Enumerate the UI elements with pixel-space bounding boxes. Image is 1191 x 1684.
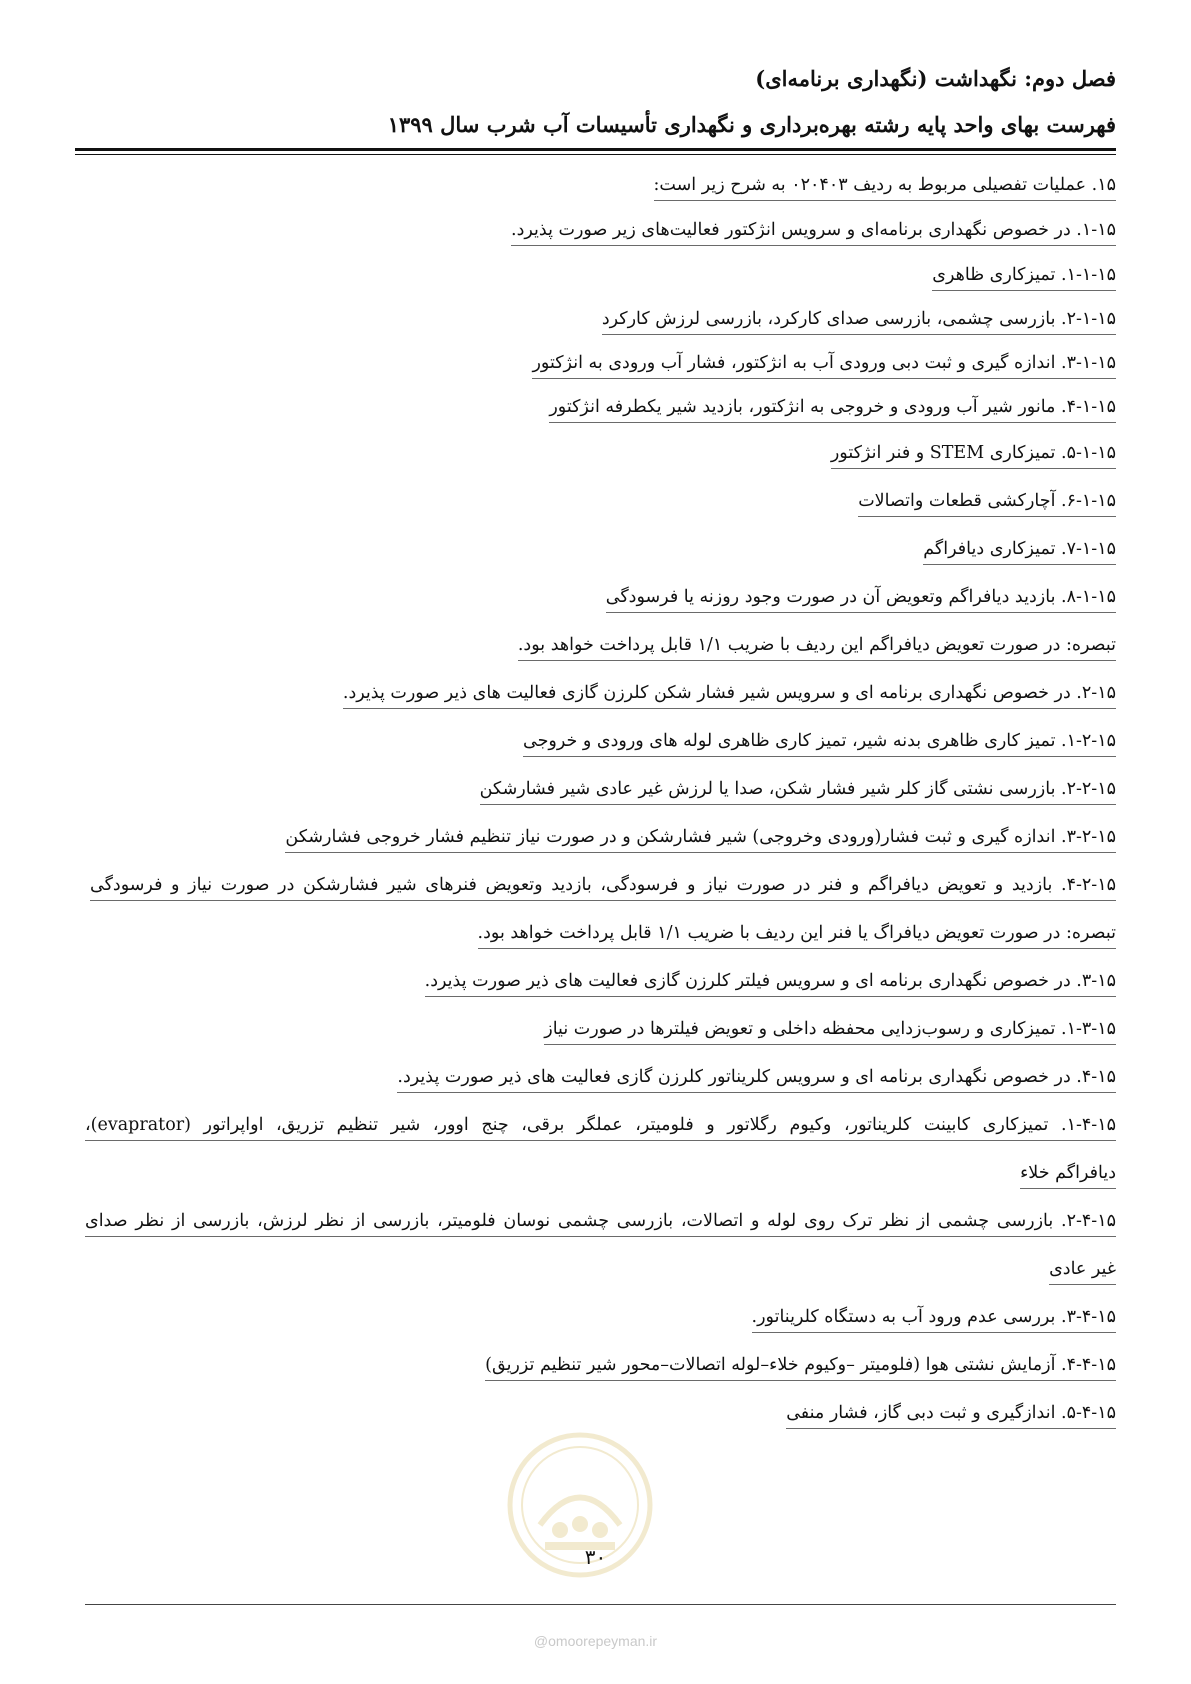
- list-item: ۷-۱-۱۵. تمیزکاری دیافراگم: [923, 536, 1116, 565]
- list-item: ۸-۱-۱۵. بازدید دیافراگم وتعویض آن در صورت وجود روزنه یا فرسودگی: [606, 584, 1116, 613]
- list-item-continuation: غیر عادی: [1049, 1256, 1116, 1285]
- subsection-heading: ۳-۱۵. در خصوص نگهداری برنامه ای و سرویس فیلتر کلرزن گازی فعالیت های ذیر صورت پذیرد.: [425, 968, 1116, 997]
- subsection-heading: ۲-۱۵. در خصوص نگهداری برنامه ای و سرویس شیر فشار شکن کلرزن گازی فعالیت های ذیر صورت پذیرد.: [343, 680, 1116, 709]
- list-item: ۴-۴-۱۵. آزمایش نشتی هوا (فلومیتر –وکیوم خلاء–لوله اتصالات–محور شیر تنظیم تزریق): [485, 1352, 1116, 1381]
- list-item: ۱-۲-۱۵. تمیز کاری ظاهری بدنه شیر، تمیز کاری ظاهری لوله های ورودی و خروجی: [523, 728, 1116, 757]
- list-item: ۳-۲-۱۵. اندازه گیری و ثبت فشار(ورودی وخروجی) شیر فشارشکن و در صورت نیاز تنظیم فشار خروجی فشارشکن: [285, 824, 1116, 853]
- list-item: ۴-۲-۱۵. بازدید و تعویض دیافراگم و فنر در صورت نیاز و فرسودگی، بازدید وتعویض فنرهای شیر فشارشکن در صورت نیاز و فرسودگی: [90, 872, 1116, 901]
- section-intro: ۱۵. عملیات تفصیلی مربوط به ردیف ۰۲۰۴۰۳ به شرح زیر است:: [654, 172, 1116, 201]
- subsection-heading: ۴-۱۵. در خصوص نگهداری برنامه ای و سرویس کلریناتور کلرزن گازی فعالیت های ذیر صورت پذیرد.: [397, 1064, 1116, 1093]
- note: تبصره: در صورت تعویض دیافراگم این ردیف با ضریب ۱/۱ قابل پرداخت خواهد بود.: [518, 632, 1116, 661]
- list-item: ۲-۴-۱۵. بازرسی چشمی از نظر ترک روی لوله و اتصالات، بازرسی چشمی نوسان فلومیتر، بازرسی از نظر لرزش، بازرسی از نظر صدای: [85, 1208, 1116, 1237]
- list-item: ۱-۴-۱۵. تمیزکاری کابینت کلریناتور، وکیوم رگلاتور و فلومیتر، عملگر برقی، چنج اوور، شیر تنظیم تزریق، اواپراتور (evaprator)،: [85, 1112, 1116, 1141]
- list-item: ۵-۴-۱۵. اندازگیری و ثبت دبی گاز، فشار منفی: [786, 1400, 1116, 1429]
- list-item: ۴-۱-۱۵. مانور شیر آب ورودی و خروجی به انژکتور، بازدید شیر یکطرفه انژکتور: [549, 394, 1116, 423]
- note: تبصره: در صورت تعویض دیافراگ یا فنر این ردیف با ضریب ۱/۱ قابل پرداخت خواهد بود.: [478, 920, 1116, 949]
- list-item: ۳-۱-۱۵. اندازه گیری و ثبت دبی ورودی آب به انژکتور، فشار آب ورودی به انژکتور: [532, 350, 1116, 379]
- page-number: ۳۰: [584, 1545, 607, 1569]
- header-rule-thin: [75, 154, 1116, 155]
- subsection-heading: ۱-۱۵. در خصوص نگهداری برنامه‌ای و سرویس انژکتور فعالیت‌های زیر صورت پذیرد.: [511, 217, 1116, 246]
- footer-rule: [85, 1604, 1116, 1605]
- document-title: فهرست بهای واحد پایه رشته بهره‌برداری و نگهداری تأسیسات آب شرب سال ۱۳۹۹: [387, 112, 1116, 137]
- list-item: ۵-۱-۱۵. تمیزکاری STEM و فنر انژکتور: [831, 440, 1116, 469]
- list-item: ۱-۳-۱۵. تمیزکاری و رسوب‌زدایی محفظه داخلی و تعویض فیلترها در صورت نیاز: [544, 1016, 1116, 1045]
- header-rule-thick: [75, 148, 1116, 151]
- list-item: ۲-۱-۱۵. بازرسی چشمی، بازرسی صدای کارکرد، بازرسی لرزش کارکرد: [602, 306, 1116, 335]
- list-item: ۶-۱-۱۵. آچارکشی قطعات واتصالات: [858, 488, 1116, 517]
- list-item: ۲-۲-۱۵. بازرسی نشتی گاز کلر شیر فشار شکن، صدا یا لرزش غیر عادی شیر فشارشکن: [480, 776, 1116, 805]
- source-handle: @omoorepeyman.ir: [533, 1633, 658, 1649]
- list-item: ۱-۱-۱۵. تمیزکاری ظاهری: [932, 262, 1116, 291]
- list-item-continuation: دیافراگم خلاء: [1020, 1160, 1116, 1189]
- chapter-title: فصل دوم: نگهداشت (نگهداری برنامه‌ای): [755, 66, 1116, 91]
- list-item: ۳-۴-۱۵. بررسی عدم ورود آب به دستگاه کلریناتور.: [752, 1304, 1116, 1333]
